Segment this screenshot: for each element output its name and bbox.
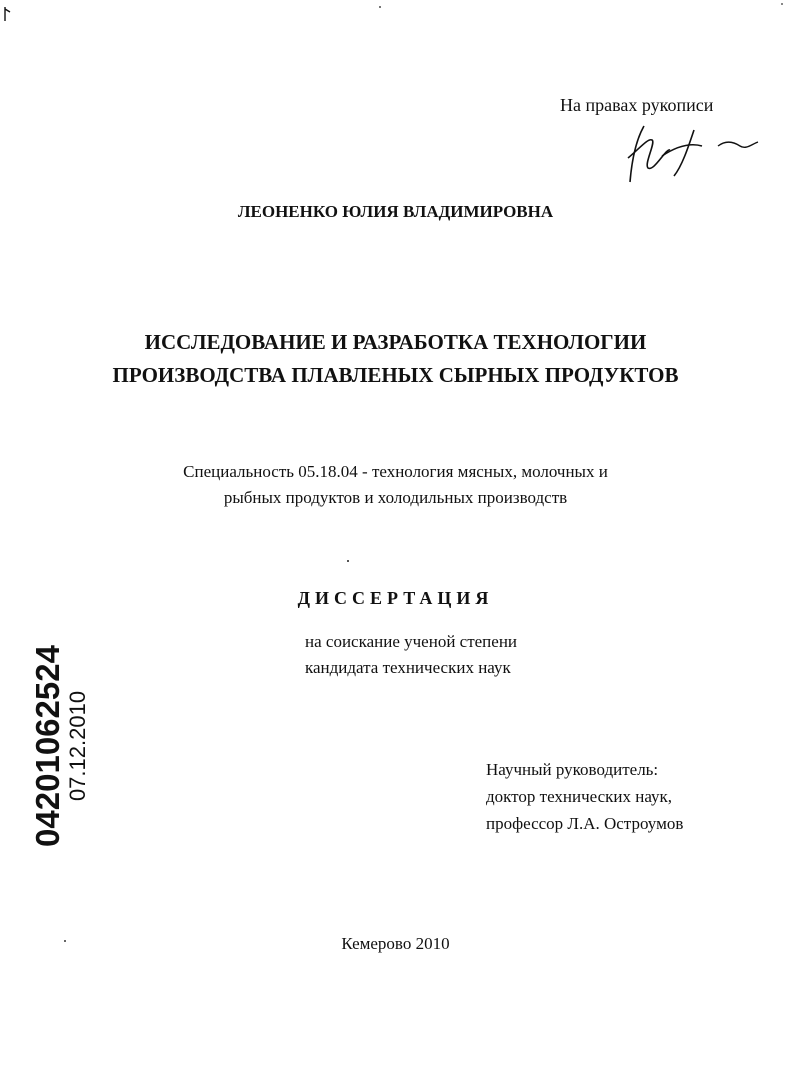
document-type: ДИССЕРТАЦИЯ [297, 588, 494, 608]
city-year: Кемерово 2010 [341, 934, 450, 953]
specialty-line-2: рыбных продуктов и холодильных производств [223, 488, 568, 507]
title-line-1: ИССЛЕДОВАНИЕ И РАЗРАБОТКА ТЕХНОЛОГИИ [144, 330, 647, 354]
dust-dot [781, 3, 783, 5]
stamp-number: 04201062524 [29, 644, 66, 847]
supervisor-name: профессор Л.А. Остроумов [486, 814, 684, 833]
specialty-line-1: Специальность 05.18.04 - технология мясных, молочных и [183, 462, 608, 481]
specialty [0, 459, 791, 511]
degree-sought [305, 629, 517, 681]
degree-line-1: на соискание ученой степени [305, 632, 518, 651]
title-line-2: ПРОИЗВОДСТВА ПЛАВЛЕНЫХ СЫРНЫХ ПРОДУКТОВ [112, 363, 679, 387]
dust-dot [379, 6, 381, 8]
corner-mark-icon [2, 6, 12, 22]
author-name: ЛЕОНЕНКО ЮЛИЯ ВЛАДИМИРОВНА [237, 202, 554, 221]
supervisor-block [486, 756, 683, 837]
library-stamp [20, 633, 100, 858]
dissertation-title [0, 326, 791, 392]
signature-icon [622, 118, 762, 193]
dust-dot [64, 940, 66, 942]
supervisor-label: Научный руководитель: [486, 760, 659, 779]
manuscript-rights-note: На правах рукописи [560, 95, 714, 115]
supervisor-degree: доктор технических наук, [486, 787, 673, 806]
dust-dot [347, 560, 349, 562]
stamp-date: 07.12.2010 [65, 690, 90, 801]
degree-line-2: кандидата технических наук [305, 658, 511, 677]
